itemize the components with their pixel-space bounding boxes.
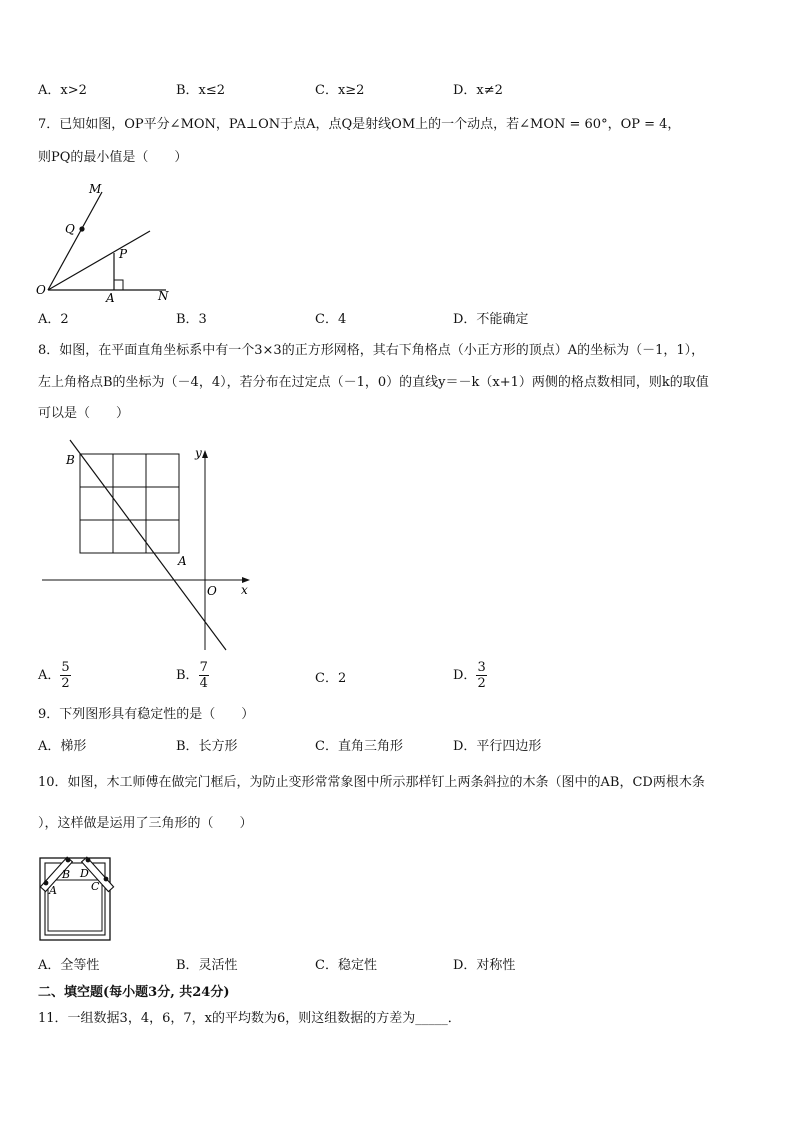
q10-option-b: B．灵活性 <box>176 958 238 973</box>
q7-stem-line2: 则PQ的最小值是（ ） <box>38 150 188 165</box>
point-q <box>79 226 84 231</box>
label-o: O <box>207 584 217 598</box>
q6-option-b: B．x≤2 <box>176 83 226 98</box>
frame-outer <box>40 858 110 940</box>
label-b: B <box>66 453 75 467</box>
label-q: Q <box>65 222 75 236</box>
q8-stem-line2: 左上角格点B的坐标为（－4，4），若分布在过定点（－1，0）的直线y＝－k（x+1）两侧的格点数相同，则k的取值 <box>38 375 709 390</box>
label-b: B <box>62 868 71 881</box>
section-heading-fill-in: 二、填空题(每小题3分, 共24分) <box>38 985 230 1000</box>
q8-option-b: B． $\frac{7}{4}$ <box>176 660 208 691</box>
label-d: D <box>80 867 89 880</box>
label-a: A <box>106 291 115 305</box>
q10-stem-line2: ），这样做是运用了三角形的（ ） <box>38 816 253 831</box>
label-n: N <box>158 289 169 303</box>
q10-stem-line1: 10．如图，木工师傅在做完门框后，为防止变形常常象图中所示那样钉上两条斜拉的木条（图中的AB，CD两根木条 <box>38 775 705 790</box>
point-a <box>44 881 49 886</box>
point-c <box>104 877 109 882</box>
q11-stem: 11．一组数据3，4，6，7，x的平均数为6，则这组数据的方差为_____． <box>38 1011 461 1026</box>
ray-om <box>48 192 102 290</box>
line-y-eq-neg-k-x-plus-1 <box>70 440 226 650</box>
q9-option-a: A．梯形 <box>38 739 87 754</box>
q8-option-d: D． $\frac{3}{2}$ <box>453 660 486 691</box>
label-o: O <box>36 283 46 297</box>
right-angle-mark <box>114 280 123 290</box>
y-axis-arrow-icon <box>202 450 208 458</box>
q8-figure <box>38 432 258 657</box>
q7-stem-line1: 7．已知如图，OP平分∠MON，PA⊥ON于点A，点Q是射线OM上的一个动点，若∠MON = 60°，OP = 4， <box>38 117 681 132</box>
q10-door-frame-figure <box>34 852 124 944</box>
q7-option-a: A．2 <box>38 312 69 327</box>
point-d <box>86 858 91 863</box>
q8-stem-line3: 可以是（ ） <box>38 406 130 421</box>
q10-option-d: D．对称性 <box>453 958 516 973</box>
q9-option-b: B．长方形 <box>176 739 238 754</box>
point-b <box>66 858 71 863</box>
q10-option-a: A．全等性 <box>38 958 100 973</box>
q6-option-a: A．x>2 <box>38 83 87 98</box>
q8-option-c: C．2 <box>315 671 347 686</box>
label-m: M <box>89 182 102 196</box>
label-a: A <box>178 554 187 568</box>
ray-op <box>48 231 150 290</box>
label-y: y <box>195 446 202 460</box>
label-x: x <box>241 583 248 597</box>
q7-option-c: C．4 <box>315 312 347 327</box>
q6-option-d: D．x≠2 <box>453 83 503 98</box>
q8-stem-line1: 8．如图，在平面直角坐标系中有一个3×3的正方形网格，其右下角格点（小正方形的顶点）A的坐标为（－1，1）， <box>38 343 705 358</box>
q8-option-a: A． $\frac{5}{2}$ <box>38 660 70 691</box>
q7-figure <box>30 178 180 308</box>
grid-3x3 <box>80 454 179 553</box>
q6-option-c: C．x≥2 <box>315 83 365 98</box>
q7-option-b: B．3 <box>176 312 207 327</box>
q9-option-d: D．平行四边形 <box>453 739 542 754</box>
q9-stem: 9．下列图形具有稳定性的是（ ） <box>38 707 255 722</box>
label-c: C <box>91 880 100 893</box>
q9-option-c: C．直角三角形 <box>315 739 403 754</box>
q10-option-c: C．稳定性 <box>315 958 377 973</box>
q7-option-d: D．不能确定 <box>453 312 529 327</box>
label-p: P <box>119 247 128 261</box>
label-a: A <box>49 884 57 897</box>
